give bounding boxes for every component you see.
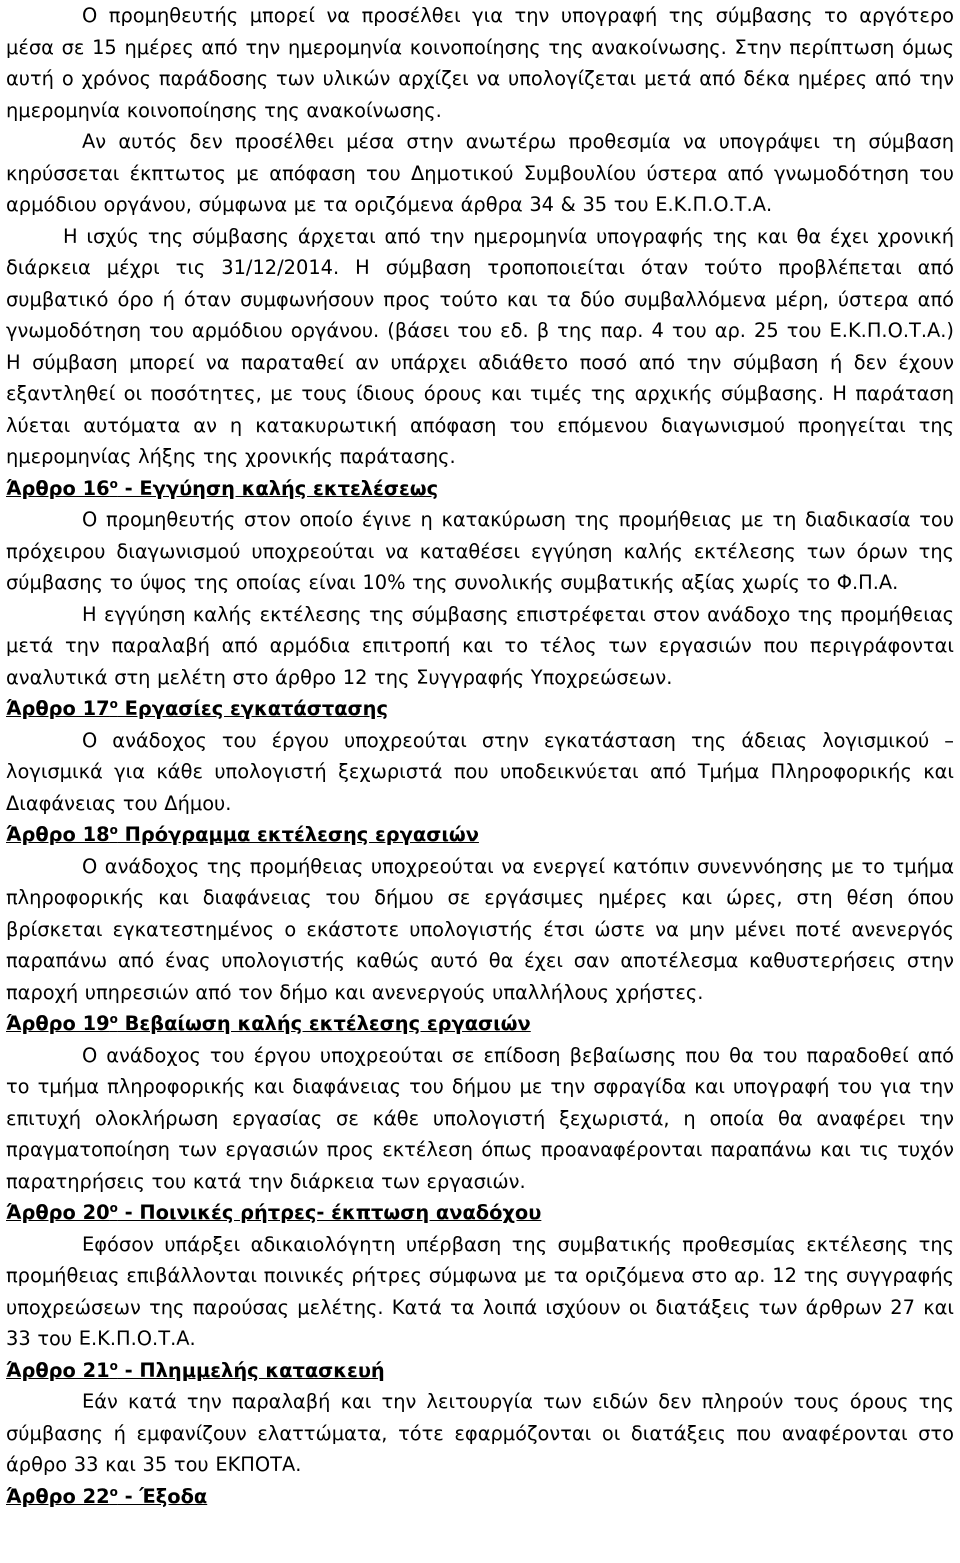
article-17-paragraph: Ο ανάδοχος του έργου υποχρεούται στην εγκατάσταση της άδειας λογισμικού – λογισμικά για κάθε υπολογιστή ξεχωριστά που υποδεικνύεται από Τμήμα Πληροφορικής και Διαφάνειας του Δήμου. [6,728,954,815]
article-21-paragraph: Εάν κατά την παραλαβή και την λειτουργία των ειδών δεν πληρούν τους όρους της σύμβασης ή εμφανίζουν ελαττώματα, τότε εφαρμόζονται οι διατάξεις που αναφέρονται στο άρθρο 33 και 35 του ΕΚΠΟΤΑ. [6,1390,954,1476]
article-20-heading: Άρθρο $20^o$ - Ποινικές ρήτρες- έκπτωση αναδόχου [6,1201,542,1224]
paragraph-contract-validity: Η ισχύς της σύμβασης άρχεται από την ημερομηνία υπογραφής της και θα έχει χρονική διάρκεια μέχρι τις 31/12/2014. Η σύμβαση τροποποιείται όταν τούτο προβλέπεται από συμβατικό όρο ή όταν συμφωνήσουν προς τούτο και τα δύο συμβαλλόμενα μέρη, ύστερα από γνωμοδότηση του αρμόδιου οργάνου. (βάσει του εδ. β της παρ. 4 του αρ. 25 του Ε.Κ.Π.Ο.Τ.Α.) Η σύμβαση μπορεί να παραταθεί αν υπάρχει αδιάθετο ποσό από την σύμβαση ή δεν έχουν εξαντληθεί οι ποσότητες, με τους ίδιους όρους και τιμές της αρχικής σύμβασης. Η παράταση λύεται αυτόματα αν η κατακυρωτική απόφαση του επόμενου διαγωνισμού προηγείται της ημερομηνίας λήξης της χρονικής παράτασης. [6,224,954,468]
article-17-heading: Άρθρο $17^o$ Εργασίες εγκατάστασης [6,697,388,720]
article-16-heading: Άρθρο $16^o$ - Εγγύηση καλής εκτελέσεως [6,476,439,500]
article-18-heading: Άρθρο $18^o$ Πρόγραμμα εκτέλεσης εργασιών [6,823,479,846]
article-22-heading: Άρθρο $22^o$ - Έξοδα [6,1484,208,1508]
article-18-paragraph: Ο ανάδοχος της προμήθειας υποχρεούται να ενεργεί κατόπιν συνεννόησης με το τμήμα πληροφορικής και διαφάνειας του δήμου σε εργάσιμες ημέρες και ώρες, στη θέση όπου βρίσκεται εγκατεστημένος ο εκάστοτε υπολογιστής έτσι ώστε να μην μένει ποτέ ανενεργός παραπάνω από ένας υπολογιστής καθώς αυτό θα έχει σαν αποτέλεσμα καθυστερήσεις στην παροχή υπηρεσιών από τον δήμο και ανενεργούς υπαλλήλους χρήστες. [6,854,954,1004]
paragraph-forfeiture: Αν αυτός δεν προσέλθει μέσα στην ανωτέρω προθεσμία να υπογράψει τη σύμβαση κηρύσσεται έκπτωτος με απόφαση του Δημοτικού Συμβουλίου ύστερα από γνωμοδότηση του αρμόδιου οργάνου, σύμφωνα με τα οριζόμενα άρθρα 34 & 35 του Ε.Κ.Π.Ο.Τ.Α. [6,130,954,216]
article-16-paragraph-return: Η εγγύηση καλής εκτέλεσης της σύμβασης επιστρέφεται στον ανάδοχο της προμήθειας μετά την παραλαβή από αρμόδια επιτροπή και το τέλος των εργασιών που περιγράφονται αναλυτικά στη μελέτη στο άρθρο 12 της Συγγραφής Υποχρεώσεων. [6,602,954,689]
article-21-heading: Άρθρο $21^o$ - Πλημμελής κατασκευή [6,1358,385,1382]
article-20-paragraph: Εφόσον υπάρξει αδικαιολόγητη υπέρβαση της συμβατικής προθεσμίας εκτέλεσης της προμήθειας επιβάλλονται ποινικές ρήτρες σύμφωνα με τα οριζόμενα στο αρ. 12 της συγγραφής υποχρεώσεων της παρούσας μελέτης. Κατά τα λοιπά ισχύουν οι διατάξεις των άρθρων 27 και 33 του Ε.Κ.Π.Ο.Τ.Α. [6,1232,954,1350]
article-19-heading: Άρθρο $19^o$ Βεβαίωση καλής εκτέλεσης εργασιών [6,1012,531,1035]
article-16-paragraph-guarantee: Ο προμηθευτής στον οποίο έγινε η κατακύρωση της προμήθειας με τη διαδικασία του πρόχειρου διαγωνισμού υποχρεούται να καταθέσει εγγύηση καλής εκτέλεσης των όρων της σύμβασης το ύψος της οποίας είναι 10% της συνολικής συμβατικής αξίας χωρίς το Φ.Π.Α. [6,508,954,594]
article-19-paragraph: Ο ανάδοχος του έργου υποχρεούται σε επίδοση βεβαίωσης που θα του παραδοθεί από το τμήμα πληροφορικής και διαφάνειας του δήμου με την σφραγίδα και υπογραφή του για την επιτυχή ολοκλήρωση εργασίας σε κάθε υπολογιστή ξεχωριστά, η οποία θα αναφέρει την πραγματοποίηση των εργασιών προς εκτέλεση όπως προαναφέρονται παραπάνω και τις τυχόν παρατηρήσεις του κατά την διάρκεια των εργασιών. [6,1043,954,1193]
paragraph-signing-deadline: Ο προμηθευτής μπορεί να προσέλθει για την υπογραφή της σύμβασης το αργότερο μέσα σε 15 ημέρες από την ημερομηνία κοινοποίησης της ανακοίνωσης. Στην περίπτωση όμως αυτή ο χρόνος παράδοσης των υλικών αρχίζει να υπολογίζεται μετά από δέκα ημέρες από την ημερομηνία κοινοποίησης της ανακοίνωσης. [6,4,954,122]
